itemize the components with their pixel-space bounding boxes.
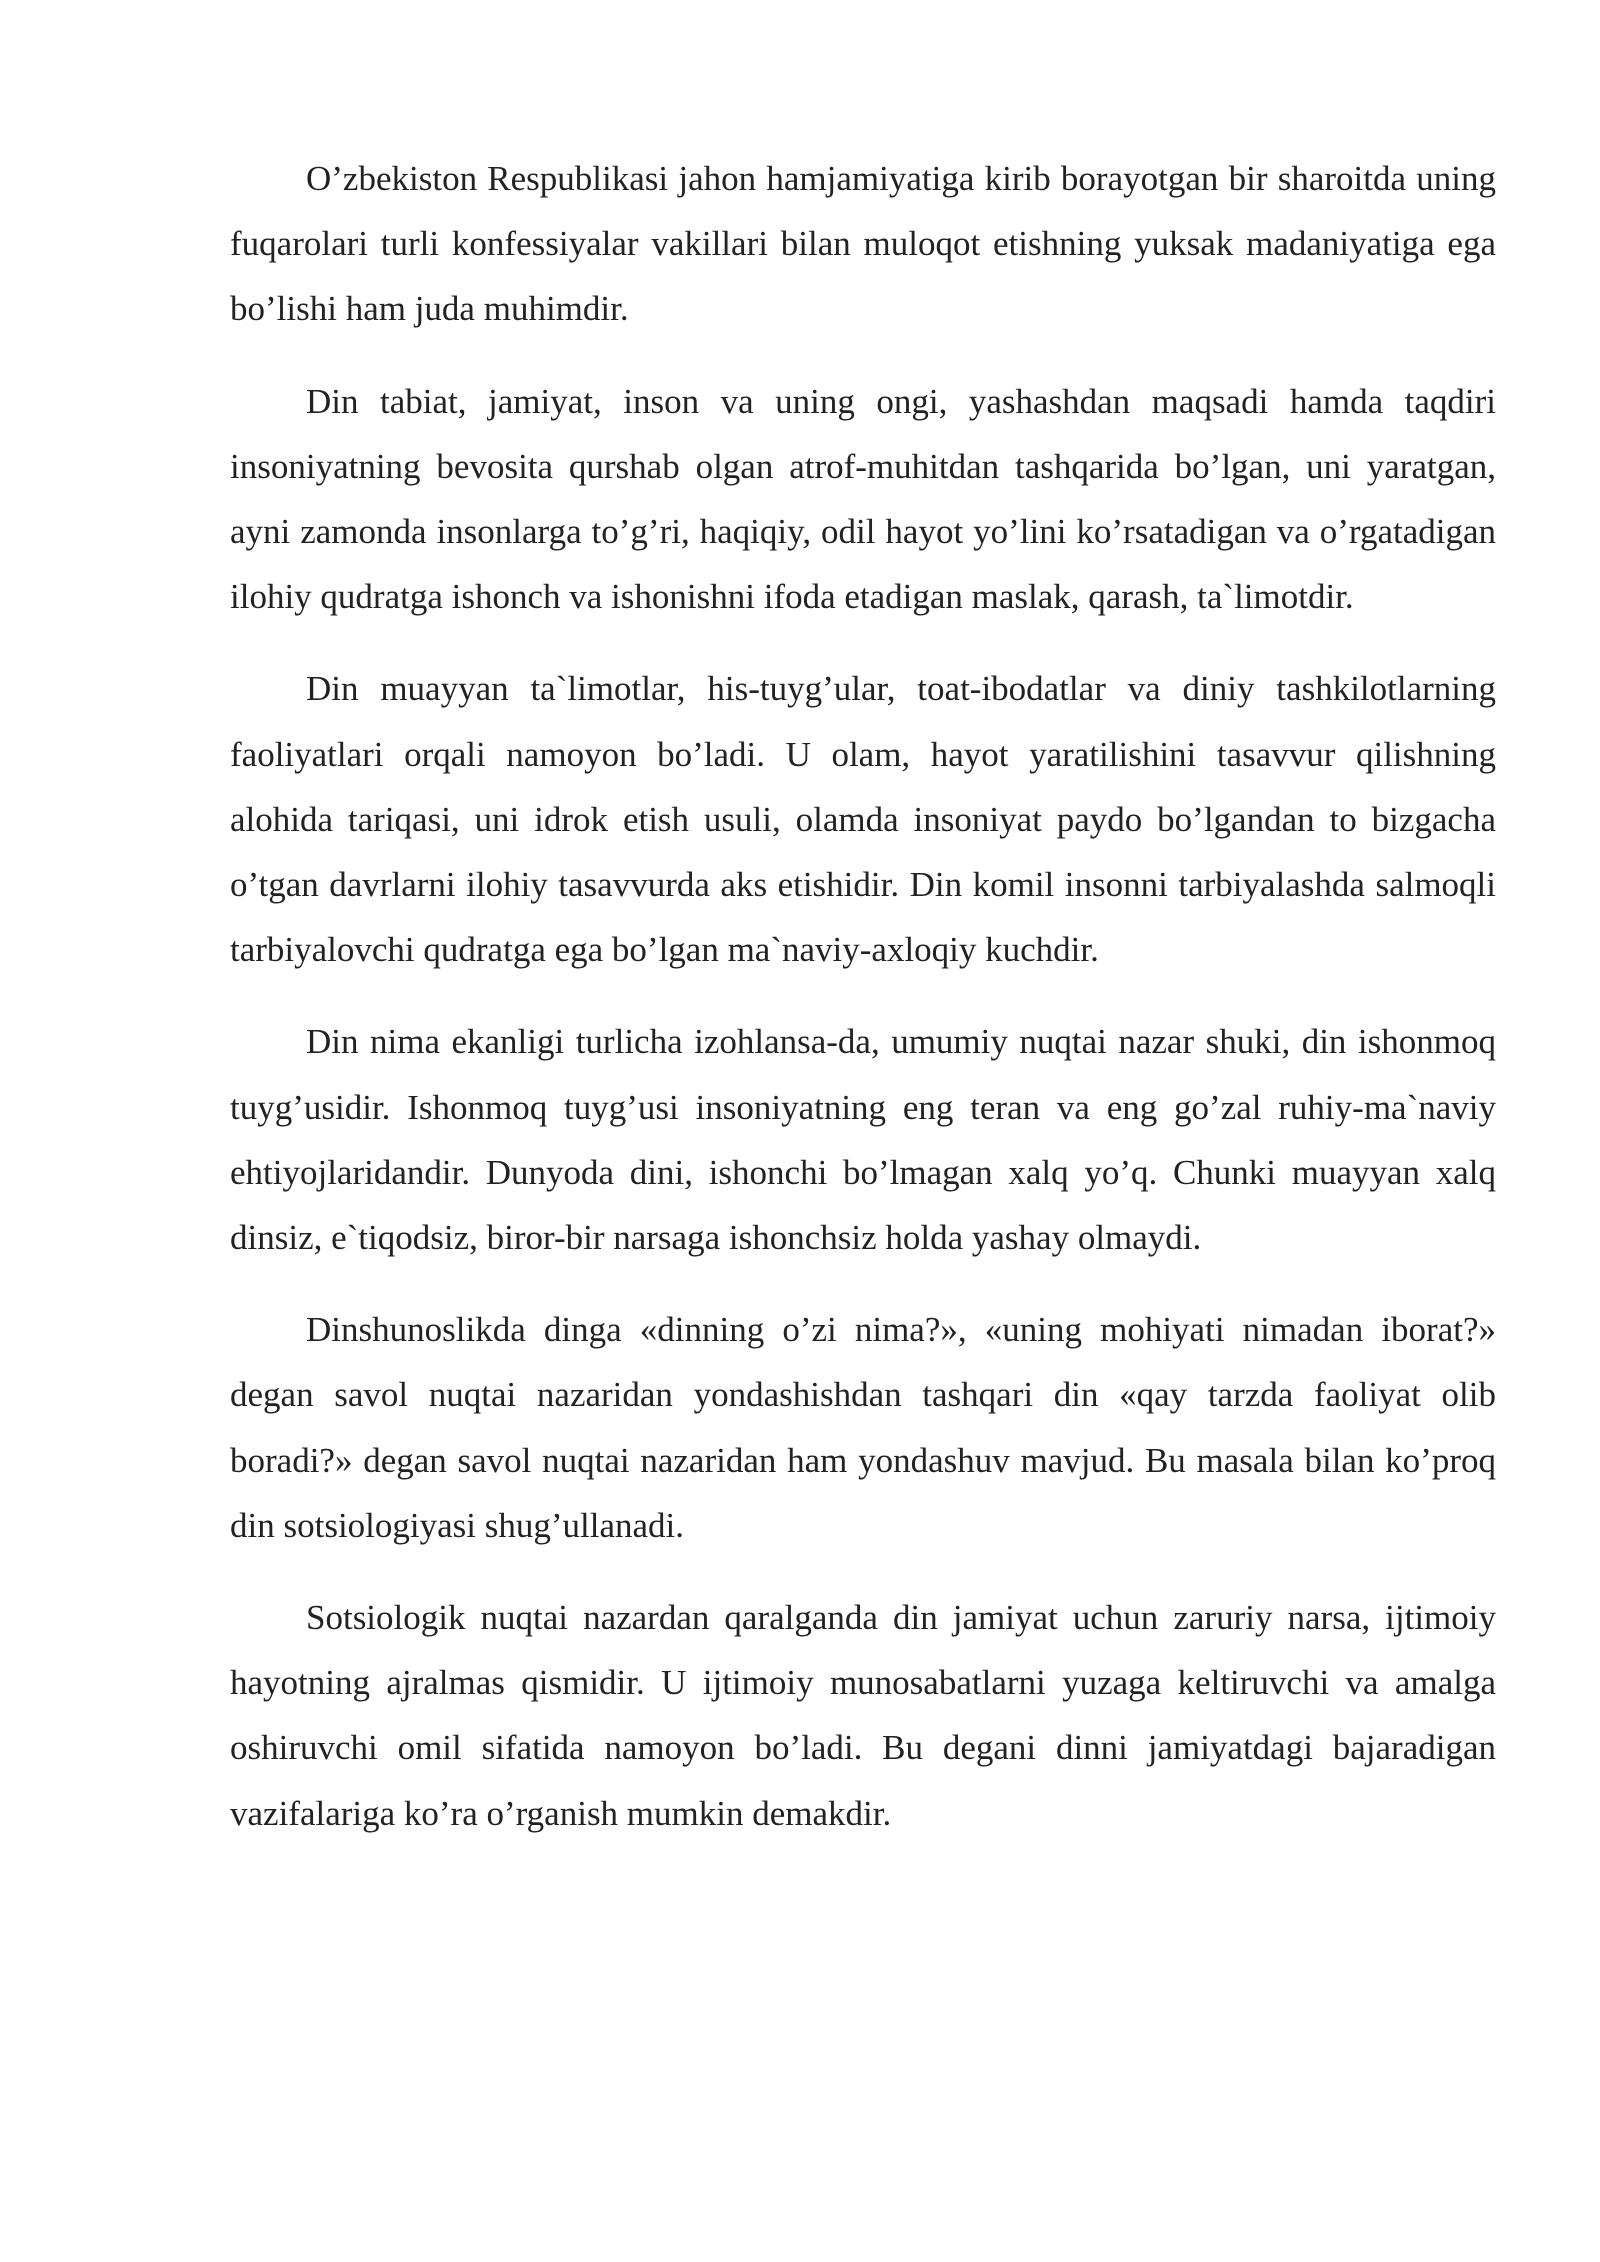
document-body [230,146,1496,1873]
paragraph-2: Din tabiat, jamiyat, inson va uning ongi, yashashdan maqsadi hamda taqdiri insoniyatning bevosita qurshab olgan atrof-muhitdan tashqarida bo’lgan, uni yaratgan, ayni zamonda insonlarga to’g’ri, haqiqiy, odil hayot yo’lini ko’rsatadigan va o’rgatadigan ilohiy qudratga ishonch va ishonishni ifoda etadigan maslak, qarash, ta`limotdir. [230,381,1496,617]
paragraph-4: Din nima ekanligi turlicha izohlansa-da, umumiy nuqtai nazar shuki, din ishonmoq tuyg’usidir. Ishonmoq tuyg’usi insoniyatning eng teran va eng go’zal ruhiy-ma`naviy ehtiyojlaridandir. Dunyoda dini, ishonchi bo’lmagan xalq yo’q. Chunki muayyan xalq dinsiz, e`tiqodsiz, biror-bir narsaga ishonchsiz holda yashay olmaydi. [230,1022,1496,1258]
paragraph-3: Din muayyan ta`limotlar, his-tuyg’ular, toat-ibodatlar va diniy tashkilotlarning faoliyatlari orqali namoyon bo’ladi. U olam, hayot yaratilishini tasavvur qilishning alohida tariqasi, uni idrok etish usuli, olamda insoniyat paydo bo’lgandan to bizgacha o’tgan davrlarni ilohiy tasavvurda aks etishidir. Din komil insonni tarbiyalashda salmoqli tarbiyalovchi qudratga ega bo’lgan ma`naviy-axloqiy kuchdir. [230,669,1496,970]
paragraph-6: Sotsiologik nuqtai nazardan qaralganda din jamiyat uchun zaruriy narsa, ijtimoiy hayotning ajralmas qismidir. U ijtimoiy munosabatlarni yuzaga keltiruvchi va amalga oshiruvchi omil sifatida namoyon bo’ladi. Bu degani dinni jamiyatdagi bajaradigan vazifalariga ko’ra o’rganish mumkin demakdir. [230,1598,1496,1833]
paragraph-5: Dinshunoslikda dinga «dinning o’zi nima?», «uning mohiyati nimadan iborat?» degan savol nuqtai nazaridan yondashishdan tashqari din «qay tarzda faoliyat olib boradi?» degan savol nuqtai nazaridan ham yondashuv mavjud. Bu masala bilan ko’proq din sotsiologiyasi shug’ullanadi. [230,1310,1496,1545]
paragraph-1: O’zbekiston Respublikasi jahon hamjamiyatiga kirib borayotgan bir sharoitda uning fuqarolari turli konfessiyalar vakillari bilan muloqot etishning yuksak madaniyatiga ega bo’lishi ham juda muhimdir. [230,159,1496,329]
